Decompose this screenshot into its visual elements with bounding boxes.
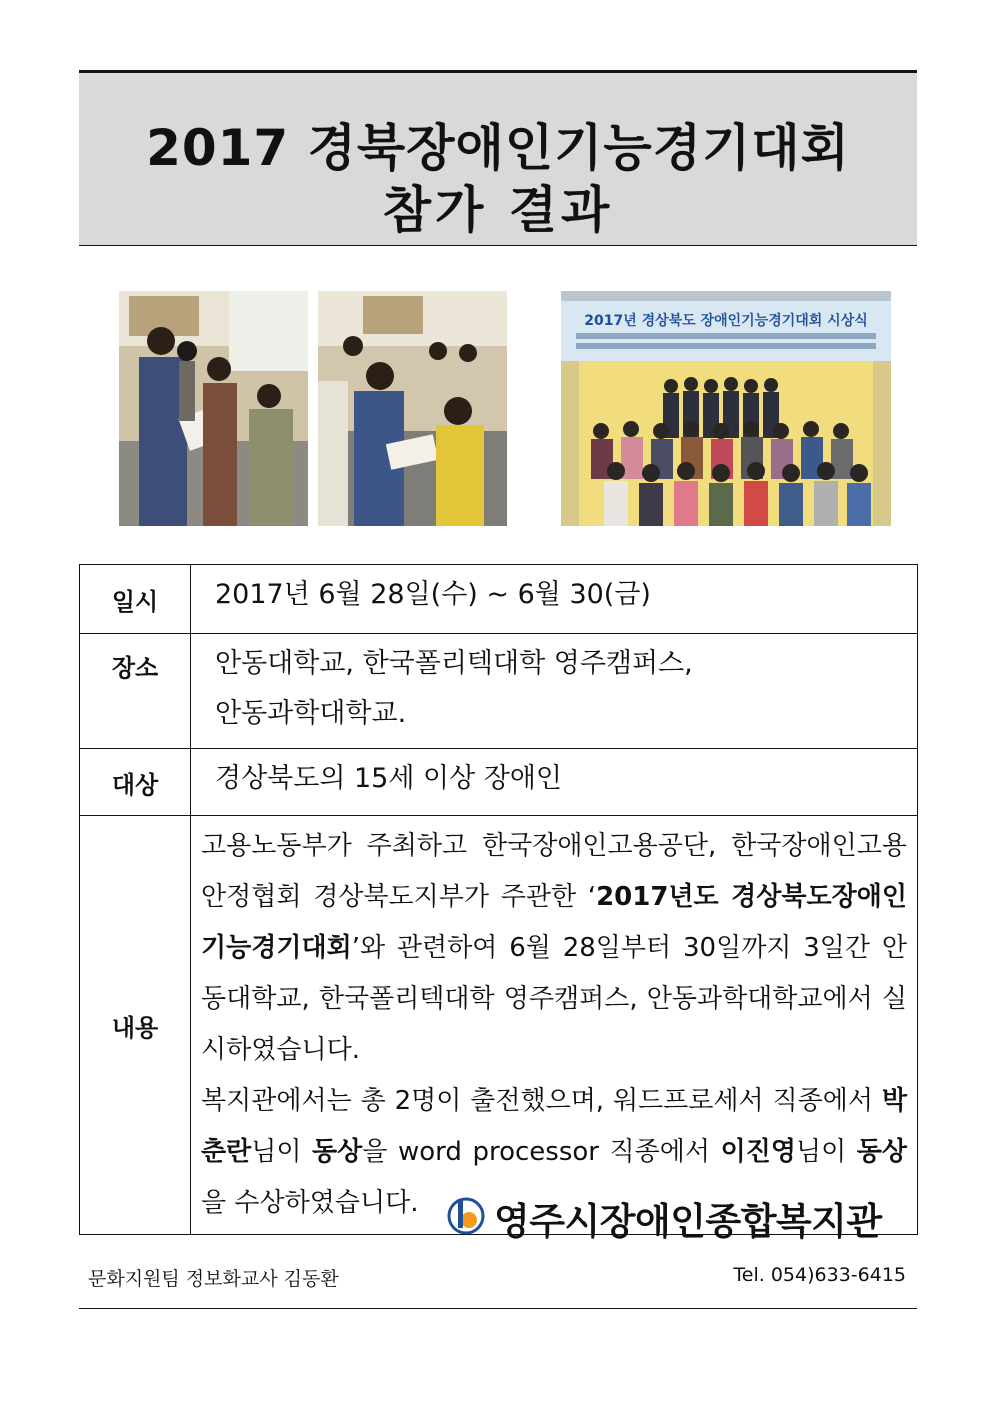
event-name: 2017년도 경상북도장애인기능경기대회 [201, 882, 907, 963]
place-line-2: 안동과학대학교. [215, 698, 407, 729]
date-value: 2017년 6월 28일(수) ~ 6월 30(금) [191, 565, 918, 634]
footer-divider [79, 1308, 917, 1309]
content-row [80, 816, 918, 1235]
date-label: 일시 [80, 565, 191, 634]
content-text: 을 word processor 직종에서 [362, 1137, 721, 1167]
info-table [79, 564, 918, 1235]
content-text: ’와 관련하여 6월 28일부터 30일까지 3일간 안동대학교, 한국폴리텍대학 영주캠퍼스, 안동과학대학교에서 실시하였습니다. [201, 933, 907, 1065]
footer-author: 문화지원팀 정보화교사 김동환 [88, 1268, 339, 1290]
award-ceremony-photo-1 [119, 291, 308, 526]
date-row [80, 565, 918, 634]
award-1: 동상 [312, 1137, 363, 1167]
award-ceremony-photo-2 [318, 291, 507, 526]
place-value [191, 634, 918, 749]
target-row [80, 749, 918, 816]
content-text: 님이 [795, 1137, 857, 1167]
welfare-center-logo-icon [444, 1194, 488, 1242]
org-logo [444, 1194, 882, 1242]
org-name: 영주시장애인종합복지관 [494, 1200, 882, 1243]
footer-tel: Tel. 054)633-6415 [733, 1264, 906, 1286]
place-line-1: 안동대학교, 한국폴리텍대학 영주캠퍼스, [215, 648, 693, 679]
award-2: 동상 [856, 1137, 907, 1167]
target-label: 대상 [80, 749, 191, 816]
page-subtitle: 참가 결과 [382, 181, 614, 239]
content-text: 복지관에서는 총 2명이 출전했으며, 워드프로세서 직종에서 [201, 1086, 882, 1116]
page-title: 2017 경북장애인기능경기대회 [146, 119, 850, 177]
content-paragraph-1 [201, 821, 907, 1076]
winner-name-2: 이진영 [720, 1137, 796, 1167]
title-box [79, 70, 917, 246]
group-photo [561, 291, 891, 526]
content-text: 님이 [251, 1137, 313, 1167]
place-label: 장소 [111, 654, 159, 682]
content-text: 고용노동부가 주최하고 한국장애인고용공단, 한국장애인고용안정협회 경상북도지부가 주관한 ‘ [201, 831, 907, 912]
content-label: 내용 [80, 816, 191, 1235]
content-text: 을 수상하였습니다. [201, 1188, 419, 1218]
content-value [191, 816, 918, 1235]
winner-name-1: 박춘란 [201, 1086, 907, 1167]
banner-text: 2017년 경상북도 장애인기능경기대회 시상식 [584, 313, 868, 329]
place-row [80, 634, 918, 749]
target-value: 경상북도의 15세 이상 장애인 [191, 749, 918, 816]
